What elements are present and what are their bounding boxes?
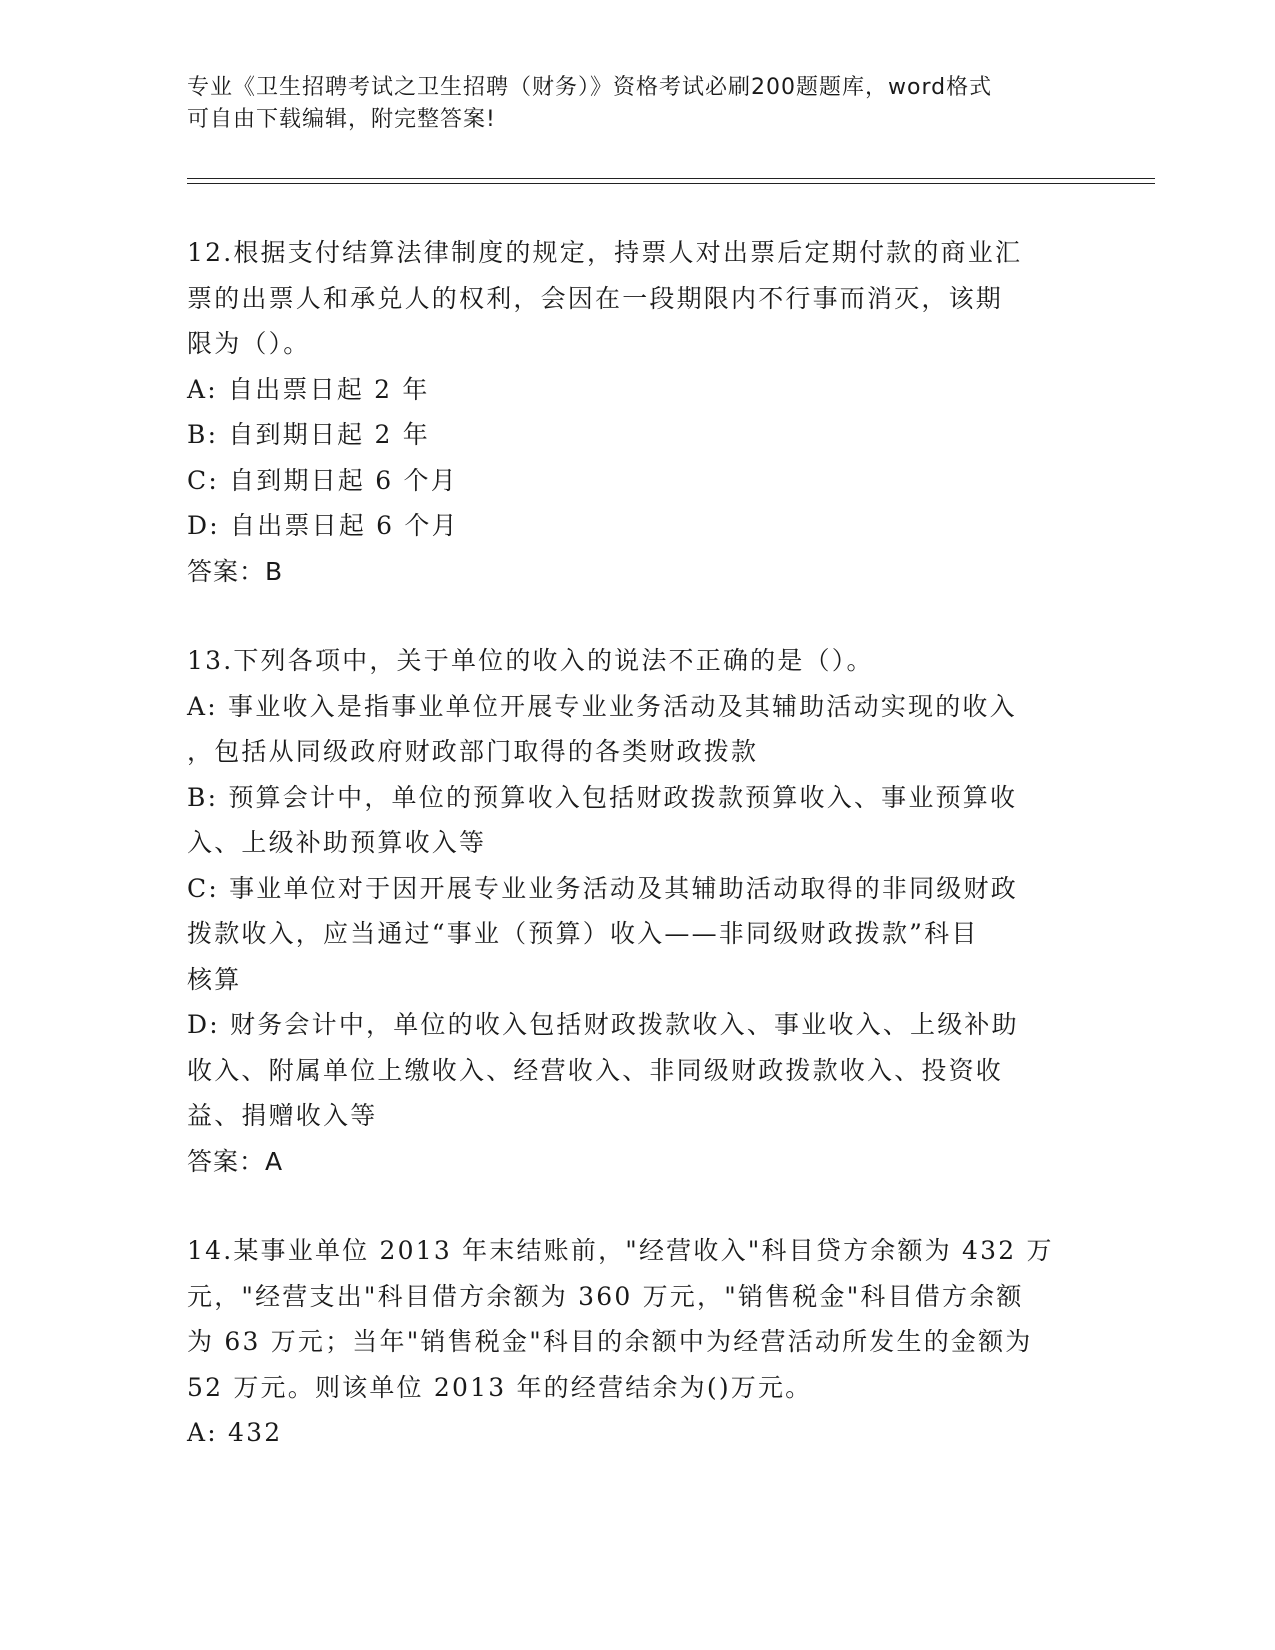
question-stem-line: 13.下列各项中，关于单位的收入的说法不正确的是（）。: [187, 646, 874, 675]
question-13: [187, 638, 1087, 1184]
question-stem-line: 12.根据支付结算法律制度的规定，持票人对出票后定期付款的商业汇: [187, 238, 1023, 267]
option-a: A: 432: [187, 1418, 283, 1447]
question-stem-line: 为 63 万元；当年"销售税金"科目的余额中为经营活动所发生的金额为: [187, 1327, 1033, 1356]
header-divider-bottom: [187, 183, 1155, 184]
option-b-continued: 入、上级补助预算收入等: [187, 828, 487, 857]
question-stem-line: 票的出票人和承兑人的权利，会因在一段期限内不行事而消灭，该期: [187, 283, 1004, 313]
option-d-continued: 收入、附属单位上缴收入、经营收入、非同级财政拨款收入、投资收: [187, 1055, 1004, 1085]
option-d-continued: 益、捐赠收入等: [187, 1101, 378, 1130]
answer-label: 答案：B: [187, 556, 284, 586]
option-a: A: 事业收入是指事业单位开展专业业务活动及其辅助活动实现的收入: [187, 691, 1017, 721]
option-b: B: 自到期日起 2 年: [187, 420, 430, 449]
option-a-continued: ，包括从同级政府财政部门取得的各类财政拨款: [187, 737, 759, 766]
document-header: [187, 72, 1067, 136]
option-d: D: 自出票日起 6 个月: [187, 511, 459, 540]
option-c-continued: 拨款收入，应当通过“事业（预算）收入——非同级财政拨款”科目: [187, 919, 979, 948]
header-divider-top: [187, 178, 1155, 179]
question-list: [187, 230, 1087, 1456]
option-c: C: 事业单位对于因开展专业业务活动及其辅助活动取得的非同级财政: [187, 873, 1018, 903]
question-stem-line: 元，"经营支出"科目借方余额为 360 万元，"销售税金"科目借方余额: [187, 1281, 1024, 1311]
header-line-1: 专业《卫生招聘考试之卫生招聘（财务）》资格考试必刷200题题库，word格式: [187, 75, 993, 100]
option-b: B: 预算会计中，单位的预算收入包括财政拨款预算收入、事业预算收: [187, 782, 1018, 812]
option-a: A: 自出票日起 2 年: [187, 374, 430, 404]
question-14: [187, 1228, 1087, 1456]
question-stem-line: 52 万元。则该单位 2013 年的经营结余为()万元。: [187, 1372, 813, 1402]
option-c: C: 自到期日起 6 个月: [187, 465, 458, 495]
question-12: [187, 230, 1087, 594]
answer-label: 答案：A: [187, 1146, 284, 1176]
header-line-2: 可自由下载编辑，附完整答案!: [187, 107, 496, 132]
option-d: D: 财务会计中，单位的收入包括财政拨款收入、事业收入、上级补助: [187, 1010, 1019, 1039]
question-stem-line: 14.某事业单位 2013 年末结账前，"经营收入"科目贷方余额为 432 万: [187, 1236, 1054, 1265]
option-c-continued: 核算: [187, 964, 242, 994]
question-stem-line: 限为（）。: [187, 329, 311, 358]
